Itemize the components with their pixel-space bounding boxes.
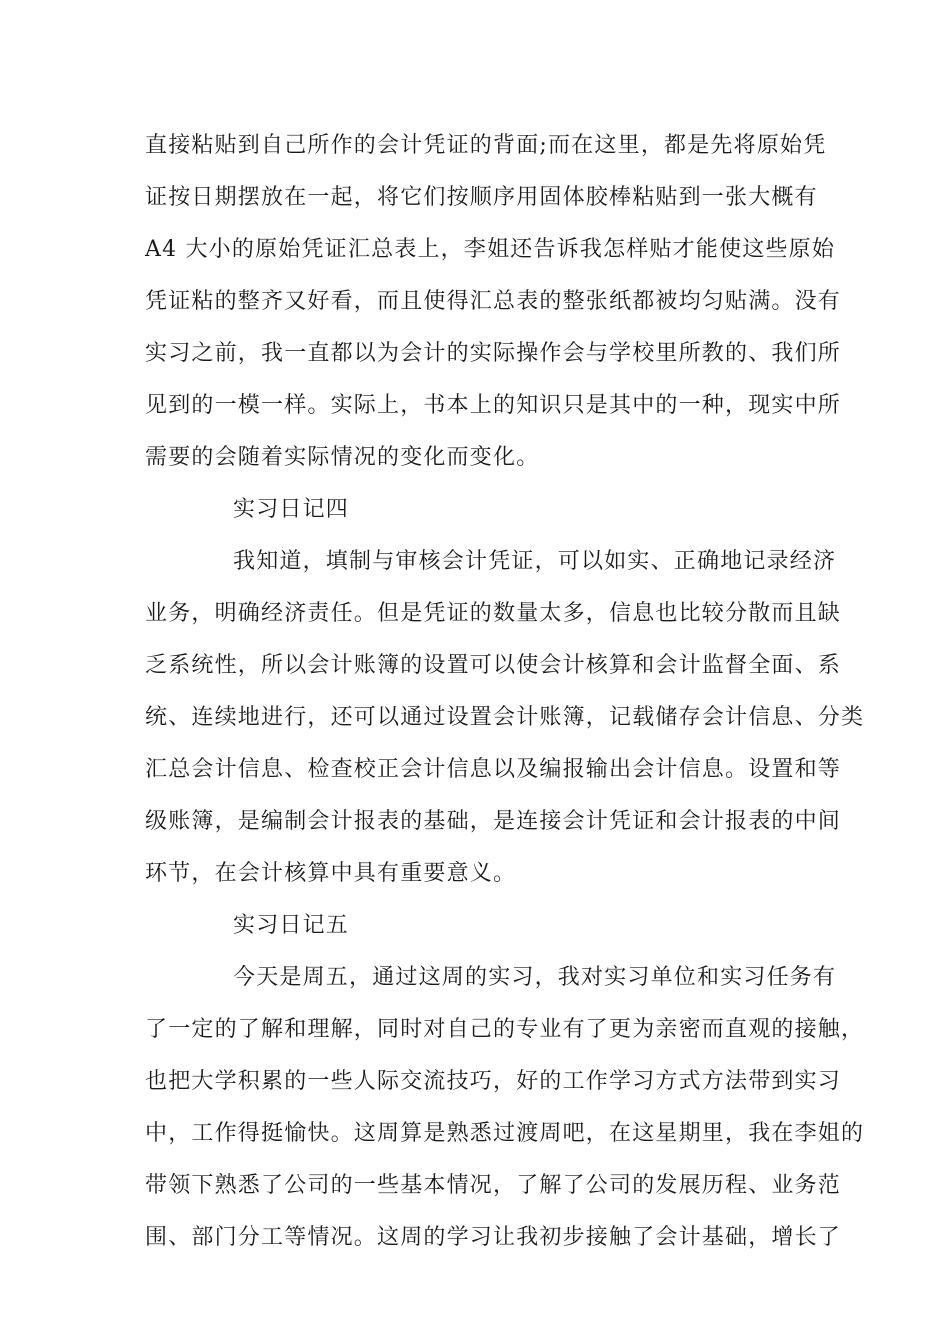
text-line: 实习之前，我一直都以为会计的实际操作会与学校里所教的、我们所: [145, 341, 842, 366]
text-line: 业务，明确经济责任。但是凭证的数量太多，信息也比较分散而且缺: [145, 601, 842, 626]
section-heading: 实习日记五: [233, 913, 350, 938]
text-line: 汇总会计信息、检查校正会计信息以及编报输出会计信息。设置和等: [145, 757, 842, 782]
text-line: 乏系统性，所以会计账簿的设置可以使会计核算和会计监督全面、系: [145, 653, 842, 678]
text-line: A4 大小的原始凭证汇总表上，李姐还告诉我怎样贴才能使这些原始: [145, 237, 836, 262]
text-line: 围、部门分工等情况。这周的学习让我初步接触了会计基础，增长了: [145, 1225, 842, 1250]
section-heading: 实习日记四: [233, 497, 350, 522]
text-line: 也把大学积累的一些人际交流技巧，好的工作学习方式方法带到实习: [145, 1069, 842, 1094]
text-line: 统、连续地进行，还可以通过设置会计账簿，记载储存会计信息、分类: [145, 705, 865, 730]
text-line: 级账簿，是编制会计报表的基础，是连接会计凭证和会计报表的中间: [145, 809, 842, 834]
text-line: 证按日期摆放在一起，将它们按顺序用固体胶棒粘贴到一张大概有: [145, 185, 818, 210]
text-line: 凭证粘的整齐又好看，而且使得汇总表的整张纸都被均匀贴满。没有: [145, 289, 842, 314]
text-line: 直接粘贴到自己所作的会计凭证的背面;而在这里，都是先将原始凭: [145, 133, 827, 158]
text-line: 中，工作得挺愉快。这周算是熟悉过渡周吧，在这星期里，我在李姐的: [145, 1121, 865, 1146]
text-line: 见到的一模一样。实际上，书本上的知识只是其中的一种，现实中所: [145, 393, 842, 418]
text-line: 我知道，填制与审核会计凭证，可以如实、正确地记录经济: [233, 549, 837, 574]
text-line: 环节，在会计核算中具有重要意义。: [145, 861, 517, 886]
text-line: 带领下熟悉了公司的一些基本情况，了解了公司的发展历程、业务范: [145, 1173, 842, 1198]
text-line: 需要的会随着实际情况的变化而变化。: [145, 445, 540, 470]
text-line: 今天是周五，通过这周的实习，我对实习单位和实习任务有: [233, 965, 837, 990]
text-line: 了一定的了解和理解，同时对自己的专业有了更为亲密而直观的接触，: [145, 1017, 865, 1042]
